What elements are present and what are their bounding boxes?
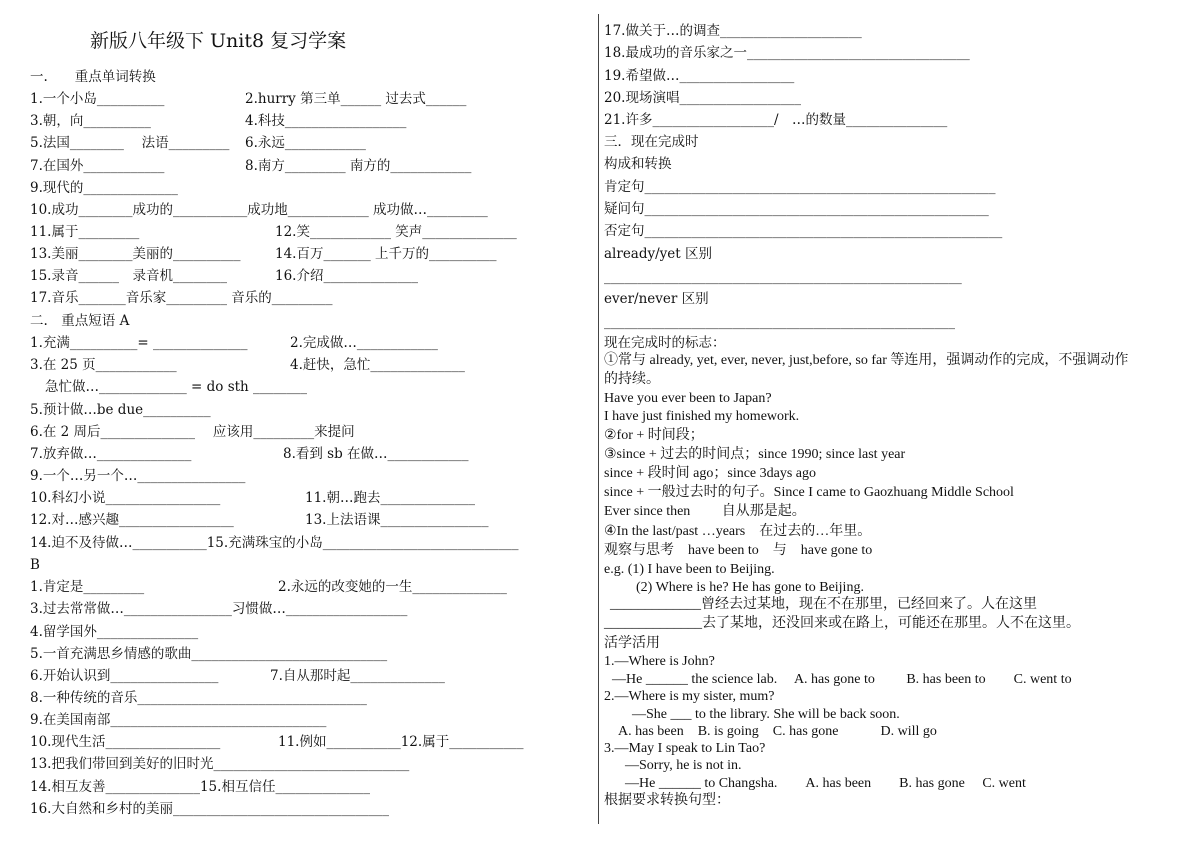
left-line: 3.朝，向__________ — [30, 113, 151, 129]
left-line: 8.看到 sb 在做…____________ — [283, 446, 469, 462]
left-line: 1.一个小岛__________ — [30, 91, 165, 107]
right-line: 21.许多__________________/ …的数量_______________ — [604, 112, 948, 128]
right-line: 19.希望做…_________________ — [604, 68, 795, 84]
left-line: 16.介绍______________ — [275, 268, 418, 284]
right-en-line: ①常与 already, yet, ever, never, just,before, so far 等连用，强调动作的完成，不强调动作 — [604, 353, 1129, 368]
right-line: 现在完成时的标志： — [604, 335, 726, 351]
left-line: 11.朝…跑去______________ — [305, 490, 475, 506]
left-line: 6.永远____________ — [245, 135, 366, 151]
left-line: 15.录音______ 录音机________ — [30, 268, 227, 284]
left-line: 5.预计做…be due__________ — [30, 402, 211, 418]
right-en-line: e.g. (1) I have been to Beijing. — [604, 562, 775, 577]
left-line: 8.一种传统的音乐__________________________________ — [30, 690, 367, 706]
right-en-line: —She ___ to the library. She will be back soon. — [632, 707, 900, 722]
right-en-line: 1.—Where is John? — [604, 654, 715, 669]
right-en-line: 的持续。 — [604, 372, 660, 387]
right-en-line: Ever since then 自从那是起。 — [604, 504, 806, 519]
page-title: 新版八年级下 Unit8 复习学案 — [90, 30, 347, 52]
right-line: ____________________________________________________ — [604, 314, 955, 330]
left-line: 4.科技__________________ — [245, 113, 407, 129]
left-line: 3.过去常常做…________________习惯做…__________________ — [30, 601, 408, 617]
right-en-line: _____________曾经去过某地，现在不在那里，已经回来了。人在这里 — [610, 597, 1037, 612]
left-line: 7.自从那时起______________ — [270, 668, 445, 684]
left-line: 5.法国________ 法语_________ — [30, 135, 230, 151]
left-line: 1.充满__________= ______________ — [30, 335, 248, 351]
left-line: 14.相互友善______________15.相互信任______________ — [30, 779, 370, 795]
right-en-line: 2.—Where is my sister, mum? — [604, 689, 775, 704]
left-line: 4.赶快，急忙______________ — [290, 357, 465, 373]
left-line: 8.南方_________ 南方的____________ — [245, 158, 472, 174]
left-line: 14.百万_______ 上千万的__________ — [275, 246, 497, 262]
right-line: 疑问句___________________________________________________ — [604, 201, 989, 217]
left-line: 13.上法语课________________ — [305, 512, 489, 528]
left-line: 4.留学国外_______________ — [30, 624, 199, 640]
left-line: 9.在美国南部________________________________ — [30, 712, 327, 728]
right-en-line: —He ______ to Changsha. A. has been B. has gone C. went — [625, 776, 1026, 791]
right-line: _____________________________________________________ — [604, 269, 962, 285]
left-line: 急忙做…_____________ = do sth ________ — [45, 379, 308, 395]
right-en-line: ______________去了某地，还没回来或在路上，可能还在那里。人不在这里。 — [604, 616, 1080, 631]
right-line: 20.现场演唱__________________ — [604, 90, 801, 106]
left-line: 14.迫不及待做…___________15.充满珠宝的小岛_____________________________ — [30, 535, 519, 551]
left-line: 9.一个…另一个…________________ — [30, 468, 246, 484]
left-line: 11.例如___________12.属于___________ — [278, 734, 524, 750]
right-en-line: —He ______ the science lab. A. has gone to B. has been to C. went to — [612, 672, 1072, 687]
left-line: 13.美丽________美丽的__________ — [30, 246, 241, 262]
right-en-line: (2) Where is he? He has gone to Beijing. — [636, 580, 864, 595]
left-line: 7.放弃做…______________ — [30, 446, 192, 462]
right-en-line: I have just finished my homework. — [604, 409, 800, 424]
left-line: 1.肯定是_________ — [30, 579, 145, 595]
right-line: 17.做关于…的调查_____________________ — [604, 23, 862, 39]
left-line: 7.在国外____________ — [30, 158, 165, 174]
left-line: 12.笑____________ 笑声______________ — [275, 224, 517, 240]
left-line: 6.开始认识到________________ — [30, 668, 219, 684]
left-line: 10.成功________成功的___________成功地____________ 成功做…_________ — [30, 202, 488, 218]
right-en-line: since + 段时间 ago；since 3days ago — [604, 466, 817, 481]
left-line: 16.大自然和乡村的美丽________________________________ — [30, 801, 389, 817]
right-en-line: A. has been B. is going C. has gone D. will go — [618, 724, 937, 739]
right-line: 肯定句____________________________________________________ — [604, 179, 996, 195]
right-line: already/yet 区别 — [604, 246, 713, 262]
left-line: 17.音乐_______音乐家_________ 音乐的_________ — [30, 290, 333, 306]
right-line: 18.最成功的音乐家之一_________________________________ — [604, 45, 970, 61]
left-line: 10.科幻小说_________________ — [30, 490, 221, 506]
left-line: 2.永远的改变她的一生______________ — [278, 579, 507, 595]
column-divider — [598, 14, 599, 824]
right-en-line: ②for + 时间段； — [604, 428, 704, 443]
right-line: 否定句_____________________________________________________ — [604, 223, 1003, 239]
left-line: 6.在 2 周后______________ 应该用_________来提问 — [30, 424, 355, 440]
left-line: 12.对…感兴趣_________________ — [30, 512, 234, 528]
right-line: 构成和转换 — [604, 156, 672, 172]
right-en-line: —Sorry, he is not in. — [625, 758, 742, 773]
right-en-line: 根据要求转换句型： — [604, 793, 730, 808]
left-line: 10.现代生活_________________ — [30, 734, 221, 750]
left-line: 2.hurry 第三单______ 过去式______ — [245, 91, 467, 107]
right-en-line: 观察与思考 have been to 与 have gone to — [604, 543, 873, 558]
right-line: 三．现在完成时 — [604, 134, 699, 150]
right-en-line: Have you ever been to Japan? — [604, 391, 772, 406]
left-line: 二. 重点短语 A — [30, 313, 130, 329]
right-line: ever/never 区别 — [604, 291, 709, 307]
left-line: 2.完成做…____________ — [290, 335, 438, 351]
right-en-line: since + 一般过去时的句子。Since I came to Gaozhuang Middle School — [604, 485, 1014, 500]
left-line: 5.一首充满思乡情感的歌曲_____________________________ — [30, 646, 388, 662]
right-en-line: ③since + 过去的时间点；since 1990; since last year — [604, 447, 906, 462]
left-line: 一. 重点单词转换 — [30, 69, 156, 85]
left-line: 13.把我们带回到美好的旧时光_____________________________ — [30, 756, 410, 772]
left-line: 11.属于_________ — [30, 224, 140, 240]
left-line: B — [30, 557, 40, 573]
right-en-line: 3.—May I speak to Lin Tao? — [604, 741, 766, 756]
right-en-line: 活学活用 — [604, 636, 660, 651]
left-line: 9.现代的______________ — [30, 180, 178, 196]
left-line: 3.在 25 页____________ — [30, 357, 177, 373]
right-en-line: ④In the last/past …years 在过去的…年里。 — [604, 524, 872, 539]
